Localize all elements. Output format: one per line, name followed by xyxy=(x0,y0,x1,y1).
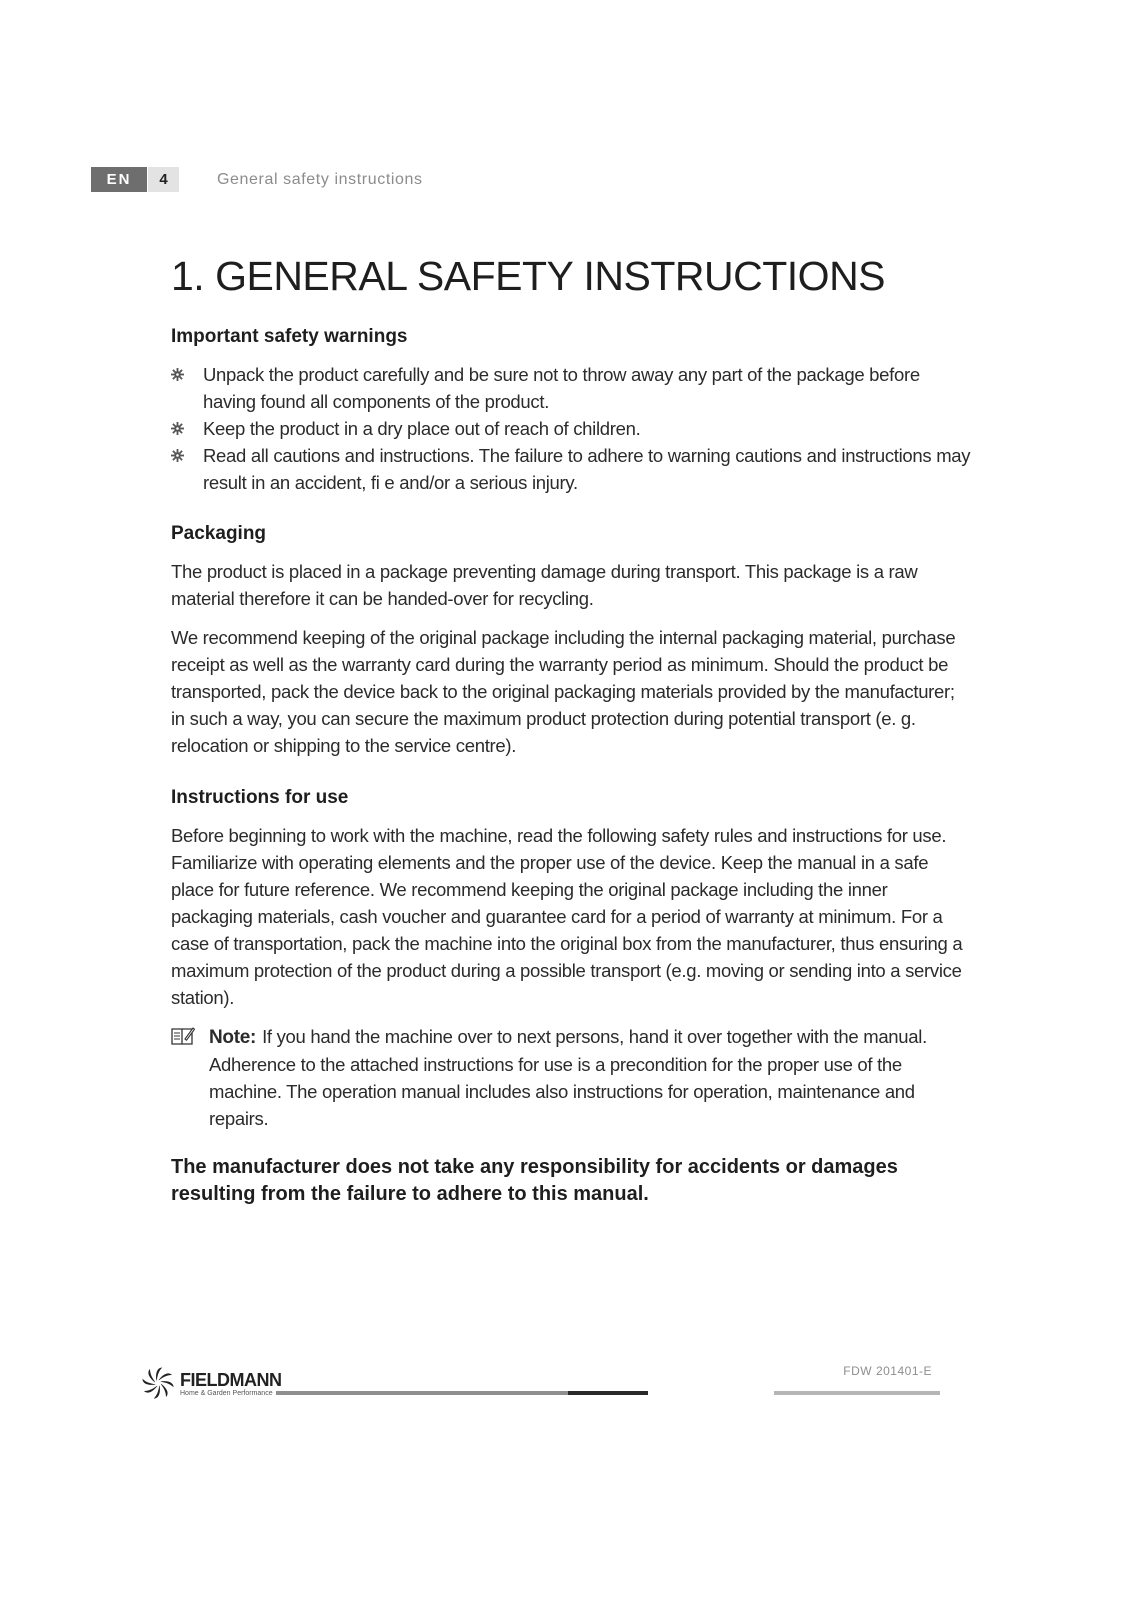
bullet-text: Keep the product in a dry place out of reach of children. xyxy=(203,418,641,439)
page-footer xyxy=(140,1356,946,1406)
instructions-heading: Instructions for use xyxy=(171,787,349,808)
page-header xyxy=(91,167,423,192)
footer-rule xyxy=(648,1391,774,1395)
note-label: Note: xyxy=(209,1027,257,1048)
note-text: If you hand the machine over to next persons, hand it over together with the manual. Adherence to the attached instructions for use is a precondition for the proper use of the machine. The operation manual includes also instructions for operation, maintenance and repairs. xyxy=(209,1026,927,1129)
packaging-paragraph: We recommend keeping of the original package including the internal packaging material, purchase receipt as well as the warranty card during the warranty period as minimum. Should the product be transported, pack the device back to the original packaging materials provided by the manufacturer; in such a way, you can secure the maximum product protection during potential transport (e. g. relocation or shipping to the service centre). xyxy=(171,627,956,756)
packaging-heading: Packaging xyxy=(171,523,267,544)
footer-rule xyxy=(774,1391,940,1395)
instructions-paragraph: Before beginning to work with the machine, read the following safety rules and instructions for use. Familiarize with operating elements and the proper use of the device. Keep the manual in a safe place for future reference. We recommend keeping the original package including the inner packaging materials, cash voucher and guarantee card for a period of warranty at minimum. For a case of transportation, pack the machine into the original box from the manufacturer, thus ensuring a maximum protection of the product during a possible transport (e.g. moving or sending into a service station). xyxy=(171,825,963,1008)
running-header-title: General safety instructions xyxy=(217,170,423,188)
gear-bullet-icon xyxy=(171,361,185,388)
page-number: 4 xyxy=(148,167,179,192)
language-badge: EN xyxy=(91,167,147,192)
warnings-heading: Important safety warnings xyxy=(171,326,408,347)
list-item xyxy=(171,442,971,496)
bullet-text: Unpack the product carefully and be sure not to throw away any part of the package before having found all components of the product. xyxy=(203,364,920,412)
brand-name: FIELDMANN xyxy=(180,1370,282,1390)
bullet-text: Read all cautions and instructions. The failure to adhere to warning cautions and instructions may result in an accident, fi e and/or a serious injury. xyxy=(203,445,971,493)
packaging-paragraph: The product is placed in a package preventing damage during transport. This package is a raw material therefore it can be handed-over for recycling. xyxy=(171,561,918,609)
brand-tagline: Home & Garden Performance xyxy=(180,1390,273,1397)
note-block xyxy=(171,1023,971,1132)
book-note-icon xyxy=(171,1026,195,1046)
warnings-list xyxy=(171,361,971,496)
list-item xyxy=(171,361,971,415)
page-title: 1. GENERAL SAFETY INSTRUCTIONS xyxy=(171,253,886,299)
disclaimer: The manufacturer does not take any responsibility for accidents or damages resulting from the failure to adhere to this manual. xyxy=(171,1156,898,1205)
list-item xyxy=(171,415,971,442)
footer-rule xyxy=(276,1391,568,1395)
fieldmann-logo xyxy=(140,1365,280,1401)
page-content xyxy=(171,248,971,1208)
footer-rule xyxy=(568,1391,648,1395)
gear-bullet-icon xyxy=(171,415,185,442)
gear-bullet-icon xyxy=(171,442,185,469)
document-code: FDW 201401-E xyxy=(843,1364,932,1378)
fan-logo-icon xyxy=(140,1365,176,1401)
